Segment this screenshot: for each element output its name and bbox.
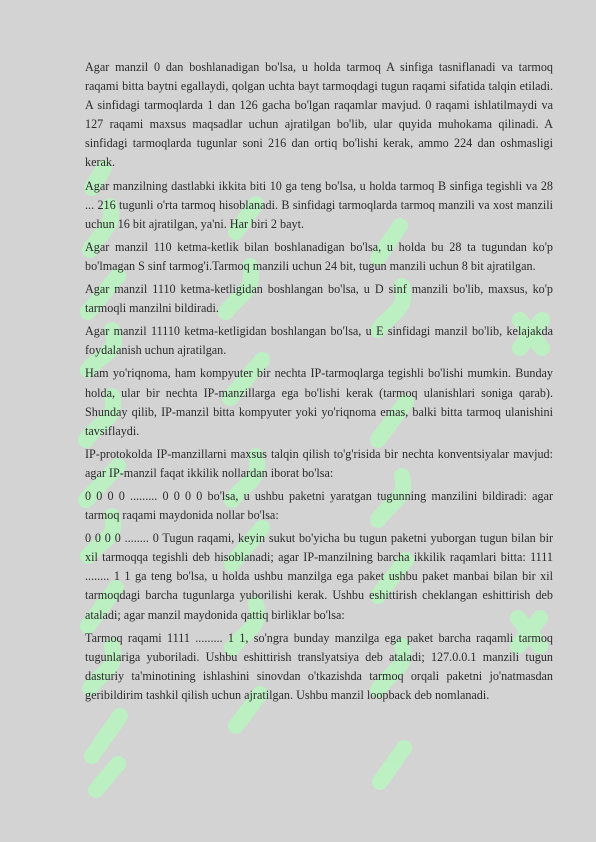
paragraph-ip-conventions: IP-protokolda IP-manzillarni maxsus talqin qilish to'g'risida bir nechta konventsiyalar mavjud: agar IP-manzil faqat ikkilik nollardan iborat bo'lsa: (85, 446, 553, 480)
watermark-stroke (96, 764, 118, 790)
paragraph-class-e: Agar manzil 11110 ketma-ketligidan boshlangan bo'lsa, u E sinfidagi manzil bo'lib, kelajakda foydalanish uchun ajratilgan. (85, 324, 553, 358)
paragraph-multiple-networks: Ham yo'riqnoma, ham kompyuter bir nechta IP-tarmoqlarga tegishli bo'lishi mumkin. Bunday holda, ular bir nechta IP-manzillarga ega bo'lishi kerak (tarmoq ulanishlari soniga qarab). Shunday qilib, IP-manzil bitta kompyuter yoki yo'riqnoma emas, balki bitta tarmoq ulanishini tavsiflaydi. (85, 366, 553, 438)
paragraph-class-c: Agar manzil 110 ketma-ketlik bilan boshlanadigan bo'lsa, u holda bu 28 ta tugundan ko'p bo'lmagan S sinf tarmog'i.Tarmoq manzili uchun 24 bit, tugun manzili uchun 8 bit ajratilgan. (85, 239, 553, 273)
paragraph-zero-address: 0 0 0 0 ......... 0 0 0 0 bo'lsa, u ushbu paketni yaratgan tugunning manzilini bildiradi: agar tarmoq raqami maydonida nollar bo'lsa: (85, 488, 553, 523)
paragraph-broadcast-limited: 0 0 0 0 ........ 0 Tugun raqami, keyin sukut bo'yicha bu tugun paketni yuborgan tugun bilan bir xil tarmoqqa tegishli deb hisoblanadi; agar IP-manzilning barcha ikkilik raqamlari bitta: 1111 ........ 1 1 ga teng bo'lsa, u holda ushbu manzilga ega paket ushbu paket manbai bilan bir xil tarmoqdagi barcha tugunlarga yuborilishi kerak. Ushbu eshittirish cheklangan eshittirish deb ataladi; agar manzil maydonida qattiq birliklar bo'lsa: (85, 531, 553, 622)
paragraph-loopback: Tarmoq raqami 1111 ......... 1 1, so'ngra bunday manzilga ega paket barcha raqamli tarmoq tugunlariga yuboriladi. Ushbu eshittirish translyatsiya deb ataladi; 127.0.0.1 manzili tugun dasturiy ta'minotining ishlashini sinovdan o'tkazishda tarmoq orqali paketni jo'natmasdan geribildirim tashkil qilish uchun ajratilgan. Ushbu manzil loopback deb nomlanadi. (85, 630, 553, 702)
paragraph-class-d: Agar manzil 1110 ketma-ketligidan boshlangan bo'lsa, u D sinf manzili bo'lib, maxsus, ko'p tarmoqli manzilni bildiradi. (85, 282, 553, 316)
paragraph-class-a: Agar manzil 0 dan boshlanadigan bo'lsa, u holda tarmoq A sinfiga tasniflanadi va tarmoq raqami bitta baytni egallaydi, qolgan uchta bayt tarmoqdagi tugun raqami sifatida talqin etiladi. A sinfidagi tarmoqlarda 1 dan 126 gacha bo'lgan raqamlar mavjud. 0 raqami ishlatilmaydi va 127 raqami maxsus maqsadlar uchun ajratilgan bo'lib, ular quyida muhokama qilinadi. A sinfidagi tarmoqlarda tugunlar soni 216 dan ortiq bo'lishi kerak, ammo 224 dan oshmasligi kerak. (85, 60, 553, 170)
document-body (85, 58, 553, 709)
watermark-stroke (92, 716, 120, 756)
watermark-stroke (380, 748, 404, 782)
paragraph-class-b: Agar manzilning dastlabki ikkita biti 10 ga teng bo'lsa, u holda tarmoq B sinfiga tegishli va 28 ... 216 tugunli o'rta tarmoq hisoblanadi. B sinfidagi tarmoqlarda tarmoq manzili va xost manzili uchun 16 bit ajratilgan, ya'ni. Har biri 2 bayt. (85, 178, 553, 231)
